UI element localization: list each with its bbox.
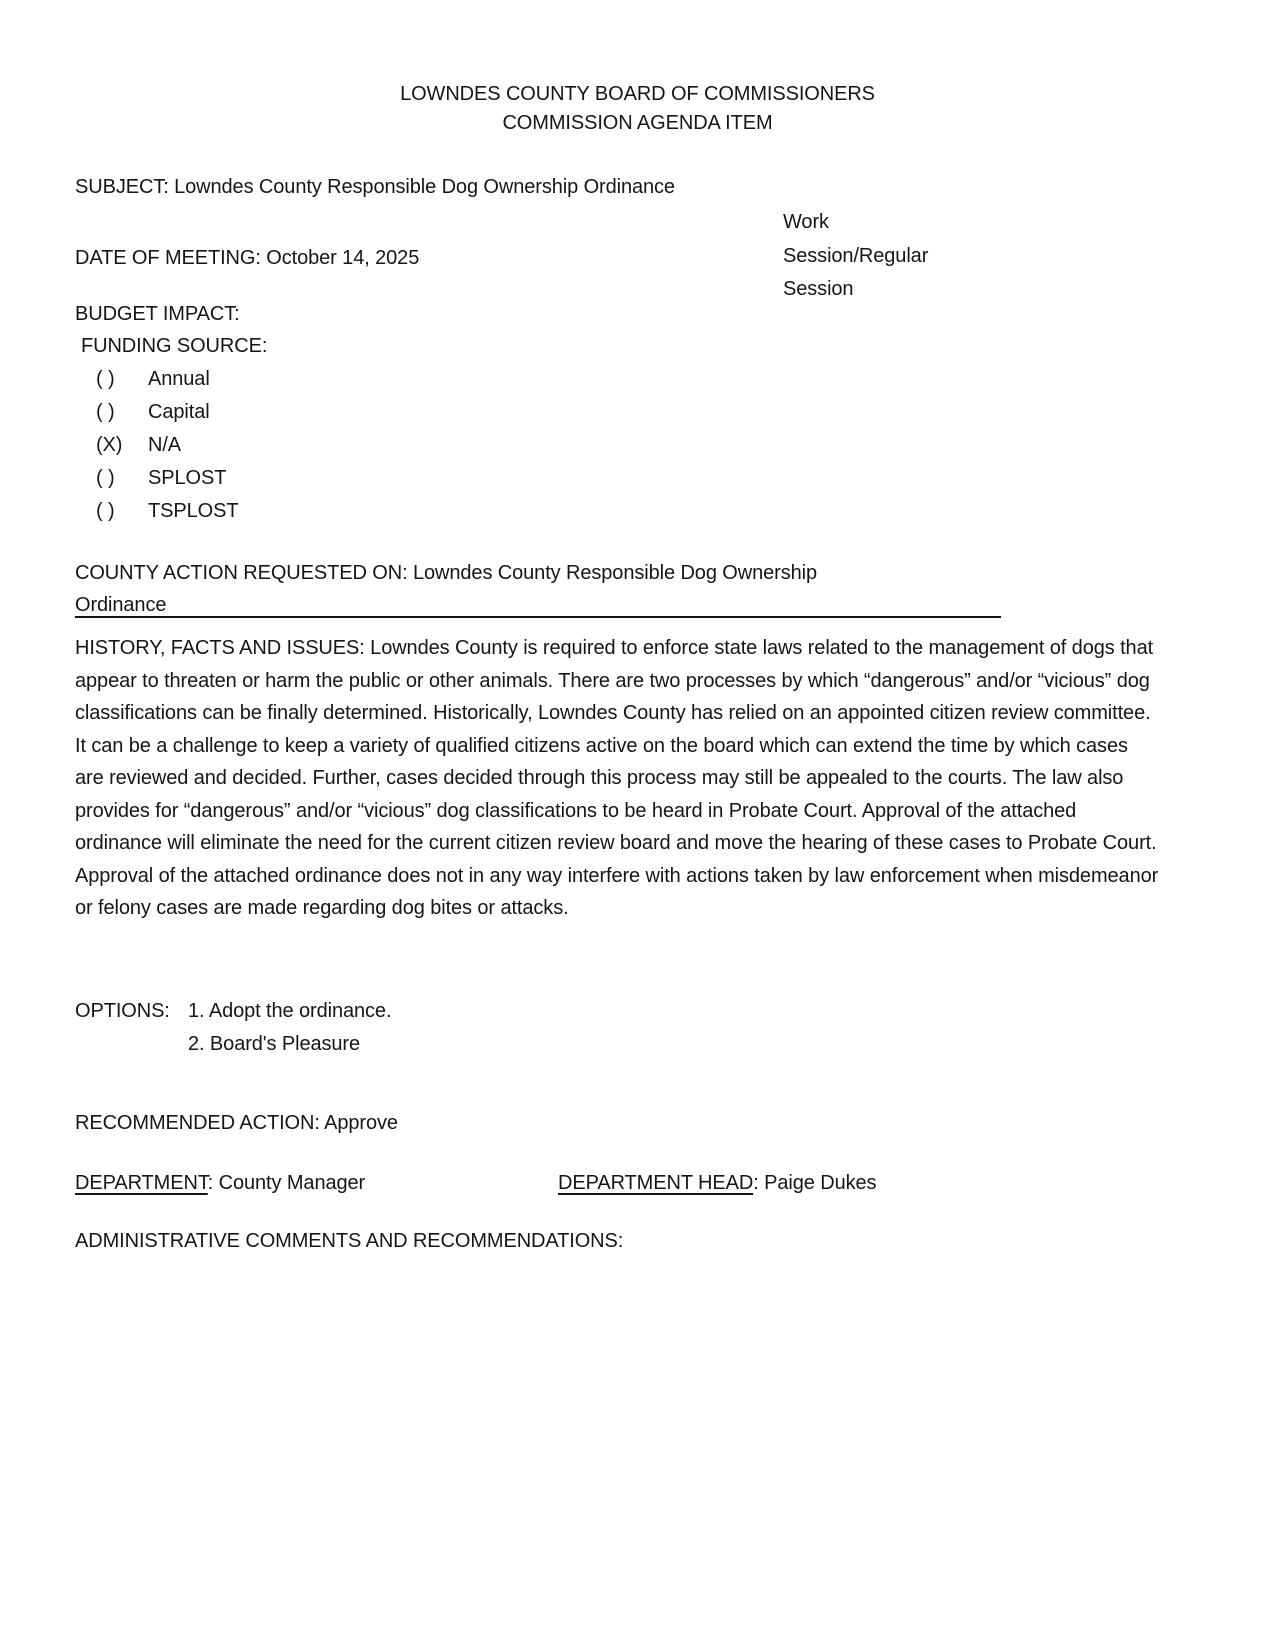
date-of-meeting: DATE OF MEETING: October 14, 2025 bbox=[75, 247, 420, 269]
funding-option-label: Capital bbox=[148, 401, 210, 423]
department-head-value: : Paige Dukes bbox=[753, 1172, 877, 1194]
checkbox-mark: ( ) bbox=[96, 500, 115, 522]
funding-option-na bbox=[96, 432, 496, 465]
checkbox-mark: ( ) bbox=[96, 467, 115, 489]
funding-option-label: N/A bbox=[148, 434, 182, 456]
session-type: Work Session/Regular Session bbox=[783, 211, 929, 300]
funding-option-splost bbox=[96, 465, 496, 498]
department-label: DEPARTMENT bbox=[75, 1172, 208, 1194]
funding-option-label: Annual bbox=[148, 368, 210, 390]
options-label: OPTIONS: bbox=[75, 1000, 170, 1022]
document-title-line2: COMMISSION AGENDA ITEM bbox=[502, 112, 773, 134]
checkbox-mark-checked: (X) bbox=[96, 434, 123, 456]
document-header bbox=[0, 80, 1275, 138]
funding-source-label: FUNDING SOURCE: bbox=[81, 335, 268, 357]
funding-option-annual bbox=[96, 366, 496, 399]
option-item-2: 2. Board's Pleasure bbox=[188, 1033, 361, 1055]
budget-impact-label: BUDGET IMPACT: bbox=[75, 303, 240, 325]
department-field bbox=[75, 1170, 365, 1197]
administrative-comments-label: ADMINISTRATIVE COMMENTS AND RECOMMENDATIONS: bbox=[75, 1230, 624, 1252]
option-item-1: 1. Adopt the ordinance. bbox=[188, 1000, 392, 1022]
checkbox-mark: ( ) bbox=[96, 401, 115, 423]
funding-option-label: TSPLOST bbox=[148, 500, 239, 522]
subject-line: SUBJECT: Lowndes County Responsible Dog Ownership Ordinance bbox=[75, 176, 675, 198]
department-head-label: DEPARTMENT HEAD bbox=[558, 1172, 754, 1194]
document-title-line1: LOWNDES COUNTY BOARD OF COMMISSIONERS bbox=[400, 83, 875, 105]
funding-option-label: SPLOST bbox=[148, 467, 227, 489]
recommended-action: RECOMMENDED ACTION: Approve bbox=[75, 1112, 398, 1134]
horizontal-rule bbox=[75, 616, 1001, 618]
county-action-requested: COUNTY ACTION REQUESTED ON: Lowndes County Responsible Dog Ownership Ordinance bbox=[75, 562, 817, 616]
checkbox-mark: ( ) bbox=[96, 368, 115, 390]
options-list bbox=[188, 995, 608, 1061]
department-head-field bbox=[558, 1170, 876, 1197]
funding-option-capital bbox=[96, 399, 496, 432]
funding-option-tsplost bbox=[96, 498, 496, 531]
history-facts-issues-paragraph: HISTORY, FACTS AND ISSUES: Lowndes County is required to enforce state laws related to the management of dogs that appear to threaten or harm the public or other animals. There are two processes by which “dangerous” and/or “vicious” dog classifications can be finally determined. Historically, Lowndes County has relied on an appointed citizen review committee. It can be a challenge to keep a variety of qualified citizens active on the board which can extend the time by which cases are reviewed and decided. Further, cases decided through this process may still be appealed to the courts. The law also provides for “dangerous” and/or “vicious” dog classifications to be heard in Probate Court. Approval of the attached ordinance will eliminate the need for the current citizen review board and move the hearing of these cases to Probate Court. Approval of the attached ordinance does not in any way interfere with actions taken by law enforcement when misdemeanor or felony cases are made regarding dog bites or attacks. bbox=[75, 637, 1159, 919]
funding-source-list bbox=[96, 366, 496, 531]
department-value: : County Manager bbox=[207, 1172, 366, 1194]
